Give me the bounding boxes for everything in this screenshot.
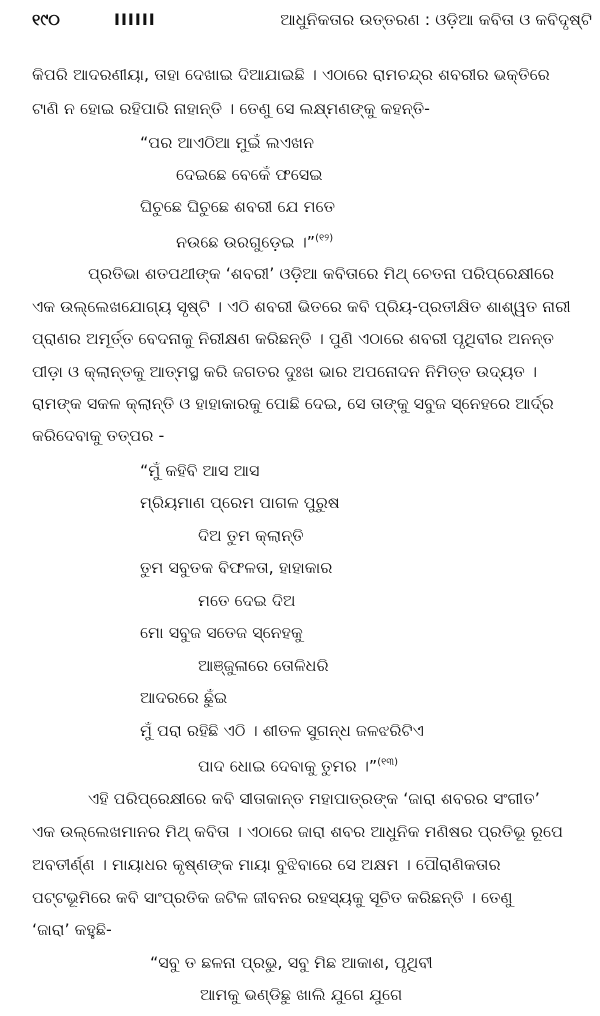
verse-line: “ସବୁ ତ ଛଳନା ପ୍ରଭୁ, ସବୁ ମିଛ ଆକାଶ, ପୃଥିବୀ: [150, 953, 433, 972]
verse-line: [198, 752, 398, 774]
body-line: ଏକ ଉଲ୍ଲେଖଯୋଗ୍ୟ ସୃଷ୍ଟି । ଏଠି ଶବରୀ ଭିତରେ କବି ପ୍ରିୟ-ପ୍ରତୀକ୍ଷିତ ଶାଶ୍ୱତ ନାରୀ: [32, 297, 571, 316]
body-line: କିପରି ଆଦରଣୀୟା, ତାହା ଦେଖାଇ ଦିଆଯାଇଛି । ଏଠାରେ ରାମଚନ୍ଦ୍ର ଶବରୀର ଭକ୍ତିରେ: [32, 65, 550, 84]
body-line: ପ୍ରତିଭା ଶତପଥୀଙ୍କ ‘ଶବରୀ’ ଓଡ଼ିଆ କବିତାରେ ମିଥ୍ ଚେତନା ପରିପ୍ରେକ୍ଷୀରେ: [88, 264, 555, 283]
body-line: ଅବତୀର୍ଣ୍ଣ । ମାୟାଧର କୃଷ୍ଣଙ୍କ ମାୟା ବୁଝିବାରେ ସେ ଅକ୍ଷମ । ପୌରାଣିକତାର: [32, 855, 501, 874]
body-line: ପ୍ରାଣର ଅମୂର୍ତ୍ତ ବେଦନାକୁ ନିରୀକ୍ଷଣ କରିଛନ୍ତି । ପୁଣି ଏଠାରେ ଶବରୀ ପୃଥିବୀର ଅନନ୍ତ: [32, 329, 554, 348]
page-number: ୧୯୦: [32, 10, 60, 29]
running-title: ଆଧୁନିକତାର ଉତ୍ତରଣ : ଓଡ଼ିଆ କବିତା ଓ କବିଦୃଷ୍ଟି: [280, 10, 592, 29]
verse-line: ଘିଚୁଛେ ଘିଚୁଛେ ଶବରୀ ଯେ ମତେ: [140, 197, 335, 216]
footnote-ref: (୧୨): [315, 233, 334, 244]
verse-line: “ମୁଁ କହିବି ଆସ ଆସ: [140, 461, 260, 480]
verse-line: ମତେ ଦେଇ ଦିଅ: [198, 591, 296, 610]
body-line: ପଟ୍ଟଭୂମିରେ କବି ସାଂପ୍ରତିକ ଜଟିଳ ଜୀବନର ରହସ୍ୟକୁ ସୂଚିତ କରିଛନ୍ତି । ତେଣୁ: [32, 888, 513, 907]
header-marks: IIIIII: [114, 10, 156, 29]
verse-text: ପାଦ ଧୋଇ ଦେବାକୁ ତୁମର ।”: [198, 756, 378, 776]
verse-line: ଆମକୁ ଭଣ୍ଡିଛୁ ଖାଲି ଯୁଗେ ଯୁଗେ: [200, 985, 403, 1004]
body-line: ‘ଜାରା’ କହୁଛି-: [32, 920, 112, 939]
body-line: କରିଦେବାକୁ ତତ୍ପର -: [32, 426, 165, 445]
body-line: ଟାଣି ନ ହୋଇ ରହିପାରି ନାହାନ୍ତି । ତେଣୁ ସେ ଲକ୍ଷ୍ମଣଙ୍କୁ କହନ୍ତି-: [32, 99, 430, 118]
verse-line: [176, 228, 333, 250]
page-header: [32, 10, 592, 34]
footnote-ref: (୧୩): [377, 757, 399, 768]
verse-line: ଦେଇଛେ ବେକେଁ ଫସେଇ: [176, 165, 323, 184]
verse-line: ମୁଁ ପରା ରହିଛି ଏଠି । ଶୀତଳ ସୁଗନ୍ଧ ଜଳଝରିଟିଏ: [140, 721, 424, 740]
verse-text: ନଉଛେ ଉରଗୁଡ଼େଇ ।”: [176, 232, 316, 252]
body-line: ଏକ ଉଲ୍ଲେଖମାନର ମିଥ୍ କବିତା । ଏଠାରେ ଜାରା ଶବର ଆଧୁନିକ ମଣିଷର ପ୍ରତିଭୂ ରୂପେ: [32, 822, 563, 841]
verse-line: ଦିଅ ତୁମ କ୍ଲାନ୍ତି: [198, 526, 304, 545]
body-line: ରାମଙ୍କ ସକଳ କ୍ଲାନ୍ତି ଓ ହାହାକାରକୁ ପୋଛି ଦେଇ, ସେ ତାଙ୍କୁ ସବୁଜ ସ୍ନେହରେ ଆର୍ଦ୍ର: [32, 394, 554, 413]
verse-line: ଆଞ୍ଜୁଳାରେ ତୋଳିଧରି: [198, 656, 329, 675]
body-line: ପୀଡ଼ା ଓ କ୍ଲାନ୍ତକୁ ଆତ୍ମସ୍ଥ କରି ଜଗତର ଦୁଃଖ ଭାର ଅପନୋଦନ ନିମିତ୍ତ ଉଦ୍ୟତ ।: [32, 362, 538, 381]
body-line: ଏହି ପରିପ୍ରେକ୍ଷୀରେ କବି ସୀତାକାନ୍ତ ମହାପାତ୍ରଙ୍କ ‘ଜାରା ଶବରର ସଂଗୀତ’: [88, 789, 540, 808]
verse-line: ତୁମ ସବୁତକ ବିଫଳତା, ହାହାକାର: [140, 558, 333, 577]
verse-line: ମୋ ସବୁଜ ସତେଜ ସ୍ନେହକୁ: [140, 623, 303, 642]
verse-line: “ପର ଆଏଠିଆ ମୁଇଁ ଲଏଖନ: [140, 133, 314, 152]
verse-line: ଆଦରରେ ଛୁଁଇ: [140, 688, 228, 707]
verse-line: ମ୍ରିୟମାଣ ପ୍ରେମ ପାଗଳ ପୁରୁଷ: [140, 493, 340, 512]
